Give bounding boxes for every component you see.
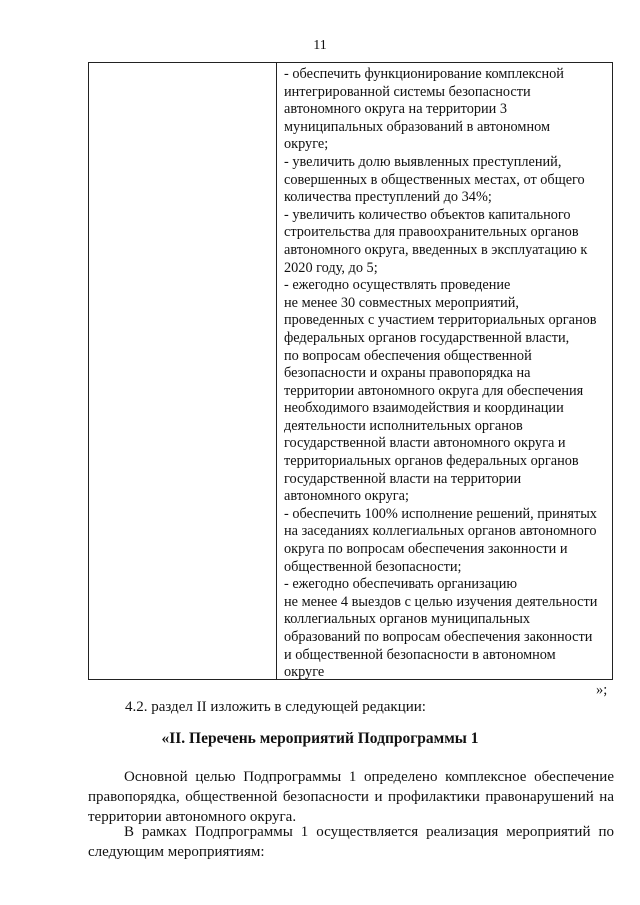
table-cell-line: не менее 4 выездов с целью изучения деятельности: [284, 593, 598, 610]
table-column-divider: [276, 63, 277, 679]
table-cell-line: автономного округа, введенных в эксплуатацию к: [284, 241, 588, 258]
table-cell-line: - ежегодно обеспечивать организацию: [284, 576, 518, 593]
table-cell-line: государственной власти автономного округа и: [284, 435, 566, 452]
program-table: [88, 62, 613, 680]
table-cell-line: безопасности и охраны правопорядка на: [284, 365, 531, 382]
table-cell-line: интегрированной системы безопасности: [284, 83, 531, 100]
paragraph-line: правопорядка, общественной безопасности и профилактики правонарушений на: [88, 789, 614, 805]
page-number: 11: [313, 38, 327, 53]
table-cell-line: строительства для правоохранительных органов: [284, 224, 579, 241]
table-right-cell: [284, 66, 610, 682]
table-cell-line: автономного округа;: [284, 488, 409, 505]
table-cell-line: количества преступлений до 34%;: [284, 189, 492, 206]
table-cell-line: - обеспечить 100% исполнение решений, принятых: [284, 505, 597, 522]
paragraph-activities: [88, 822, 614, 862]
table-cell-line: - увеличить долю выявленных преступлений,: [284, 153, 562, 170]
table-cell-line: на заседаниях коллегиальных органов автономного: [284, 523, 597, 540]
table-cell-line: муниципальных образований в автономном: [284, 118, 551, 135]
closing-quote: »;: [596, 682, 608, 698]
table-cell-line: федеральных органов государственной власти,: [284, 329, 570, 346]
table-cell-line: округе: [284, 664, 325, 681]
table-cell-line: не менее 30 совместных мероприятий,: [284, 294, 519, 311]
table-cell-line: автономного округа на территории 3: [284, 101, 508, 118]
table-cell-line: округа по вопросам обеспечения законности и: [284, 541, 568, 558]
table-cell-line: коллегиальных органов муниципальных: [284, 611, 531, 628]
table-cell-line: - обеспечить функционирование комплексной: [284, 66, 564, 82]
table-cell-line: деятельности исполнительных органов: [284, 417, 523, 434]
paragraph-line: территории автономного округа.: [88, 809, 297, 825]
section-instruction: 4.2. раздел II изложить в следующей редакции:: [125, 699, 426, 715]
table-cell-line: округе;: [284, 136, 329, 153]
table-cell-line: совершенных в общественных местах, от общего: [284, 171, 585, 188]
table-cell-line: государственной власти на территории: [284, 470, 522, 487]
table-cell-line: проведенных с участием территориальных органов: [284, 312, 597, 329]
table-cell-line: - ежегодно осуществлять проведение: [284, 277, 511, 294]
paragraph-line: В рамках Подпрограммы 1 осуществляется реализация мероприятий по: [124, 824, 614, 840]
table-cell-line: - увеличить количество объектов капитального: [284, 206, 571, 223]
table-cell-line: образований по вопросам обеспечения законности: [284, 629, 593, 645]
table-cell-line: территориальных органов федеральных органов: [284, 453, 579, 470]
section-heading: «II. Перечень мероприятий Подпрограммы 1: [161, 730, 479, 747]
table-cell-line: необходимого взаимодействия и координации: [284, 400, 564, 417]
paragraph-line: Основной целью Подпрограммы 1 определено комплексное обеспечение: [124, 769, 614, 785]
paragraph-main-goal: [88, 767, 614, 827]
paragraph-line: следующим мероприятиям:: [88, 844, 265, 860]
table-cell-line: общественной безопасности;: [284, 558, 462, 575]
table-cell-line: 2020 году, до 5;: [284, 259, 378, 276]
table-cell-line: и общественной безопасности в автономном: [284, 646, 556, 663]
table-cell-line: территории автономного округа для обеспечения: [284, 382, 584, 399]
table-cell-line: по вопросам обеспечения общественной: [284, 347, 532, 364]
